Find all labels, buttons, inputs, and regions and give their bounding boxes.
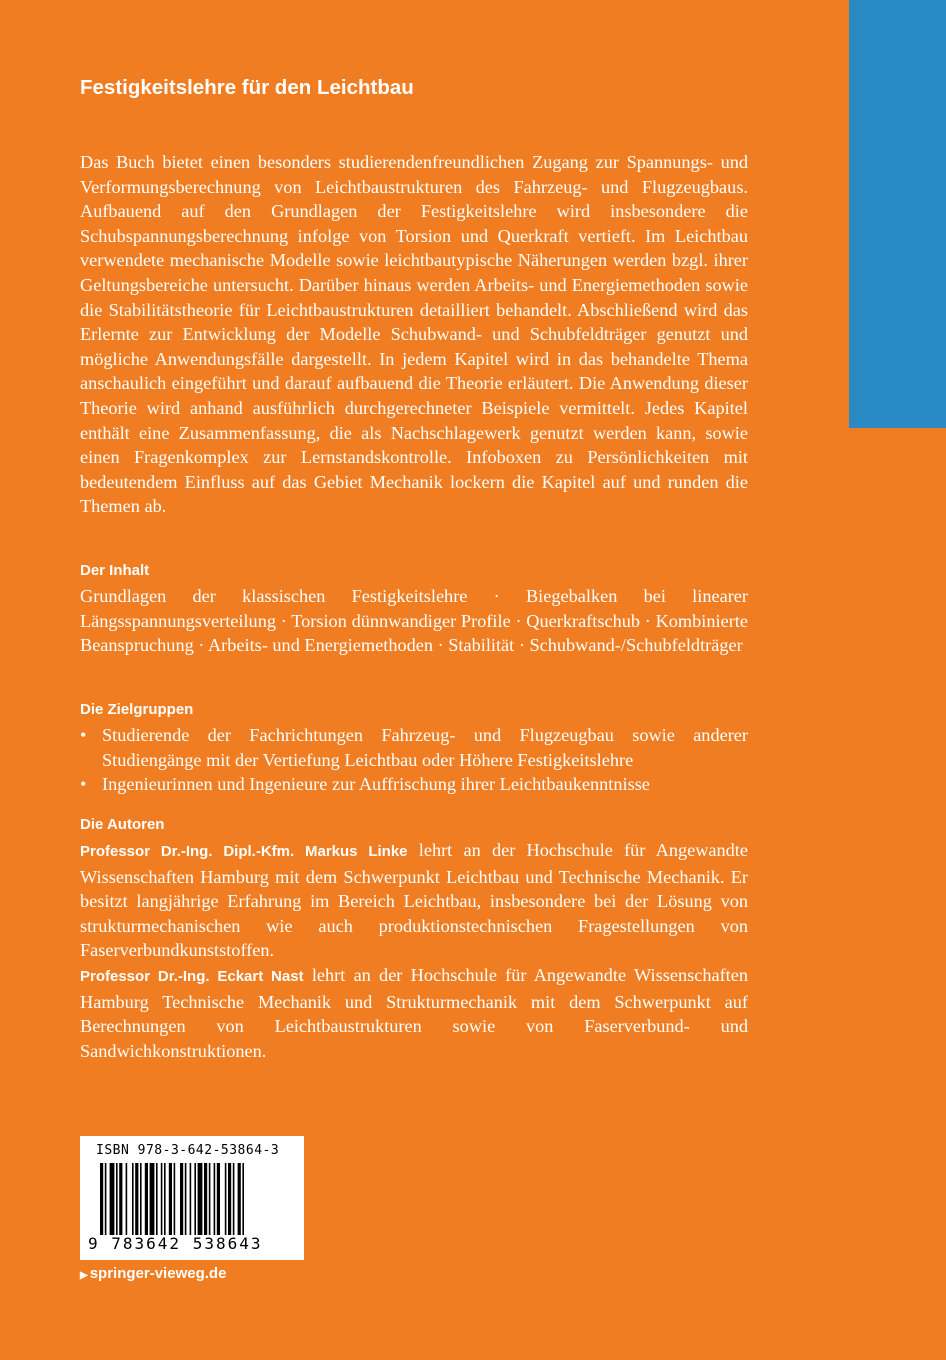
author-entry bbox=[80, 963, 748, 1063]
website-link[interactable] bbox=[80, 1265, 226, 1282]
target-groups-list bbox=[80, 723, 748, 797]
contents-text: Grundlagen der klassischen Festigkeitslehre · Biegebalken bei linearer Längsspannungsverteilung · Torsion dünnwandiger Profile · Querkraftschub · Kombinierte Beanspruchung · Arbeits- und Energiemethoden · Stabilität · Schubwand-/Schubfeldträger bbox=[80, 586, 748, 656]
author-bio: lehrt an der Hochschule für Angewandte Wissenschaften Hamburg mit dem Schwerpunkt Leichtbau und Technische Mechanik. Er besitzt langjährige Erfahrung im Bereich Leichtbau, insbesondere bei der Lösung von strukturmechanischen wie auch produktionstechnischen Fragestellungen von Faserverbundkunststoffen. bbox=[80, 840, 748, 961]
target-group-text: Ingenieurinnen und Ingenieure zur Auffrischung ihrer Leichtbaukenntnisse bbox=[102, 774, 650, 795]
author-name: Professor Dr.-Ing. Eckart Nast bbox=[80, 967, 304, 985]
author-entry bbox=[80, 838, 748, 963]
website-url: springer-vieweg.de bbox=[89, 1265, 227, 1282]
author-bio: lehrt an der Hochschule für Angewandte Wissenschaften Hamburg Technische Mechanik und Strukturmechanik mit dem Schwerpunkt auf Berechnungen von Leichtbaustrukturen sowie von Faserverbund- und Sandwichkonstruktionen. bbox=[80, 964, 748, 1061]
arrow-right-icon: ▶ bbox=[80, 1270, 88, 1281]
authors-heading: Die Autoren bbox=[80, 816, 165, 833]
target-group-item bbox=[80, 723, 748, 772]
author-name: Professor Dr.-Ing. Dipl.-Kfm. Markus Linke bbox=[80, 843, 408, 860]
blue-accent-band bbox=[849, 0, 946, 428]
target-group-item bbox=[80, 772, 748, 797]
bullet-icon: • bbox=[80, 774, 87, 795]
book-description: Das Buch bietet einen besonders studierendenfreundlichen Zugang zur Spannungs- und Verformungsberechnung von Leichtbaustrukturen des Fahrzeug- und Flugzeugbaus. Aufbauend auf den Grundlagen der Festigkeitslehre wird insbesondere die Schubspannungsberechnung infolge von Torsion und Querkraft vertieft. Im Leichtbau verwendete mechanische Modelle sowie leichtbautypische Näherungen werden bzgl. ihrer Geltungsbereiche untersucht. Darüber hinaus werden Arbeits- und Energiemethoden sowie die Stabilitätstheorie für Leichtbaustrukturen detailliert behandelt. Abschließend wird das Erlernte zur Entwicklung der Modelle Schubwand- und Schubfeldträger genutzt und mögliche Anwendungsfälle dargestellt. In jedem Kapitel wird in das behandelte Thema anschaulich eingeführt und darauf aufbauend die Theorie erläutert. Die Anwendung dieser Theorie wird anhand ausführlich durchgerechneter Beispiele vermittelt. Jedes Kapitel enthält eine Zusammenfassung, die als Nachschlagewerk genutzt werden kann, sowie einen Fragenkomplex zur Lernstandskontrolle. Infoboxen zu Persönlichkeiten mit bedeutendem Einfluss auf das Gebiet Mechanik lockern die Kapitel auf und runden die Themen ab. bbox=[80, 152, 748, 517]
bullet-icon: • bbox=[80, 725, 87, 745]
ean-number: 9 783642 538643 bbox=[88, 1234, 263, 1253]
contents-heading: Der Inhalt bbox=[80, 562, 150, 579]
barcode-bars-icon bbox=[100, 1163, 290, 1235]
target-groups-heading: Die Zielgruppen bbox=[80, 701, 194, 718]
isbn-barcode bbox=[80, 1136, 304, 1260]
isbn-number: ISBN 978-3-642-53864-3 bbox=[96, 1143, 280, 1158]
book-title: Festigkeitslehre für den Leichtbau bbox=[80, 76, 414, 99]
authors-section bbox=[80, 838, 748, 1063]
target-group-text: Studierende der Fachrichtungen Fahrzeug- und Flugzeugbau sowie anderer Studiengänge mit der Vertiefung Leichtbau oder Höhere Festigkeitslehre bbox=[102, 725, 748, 770]
